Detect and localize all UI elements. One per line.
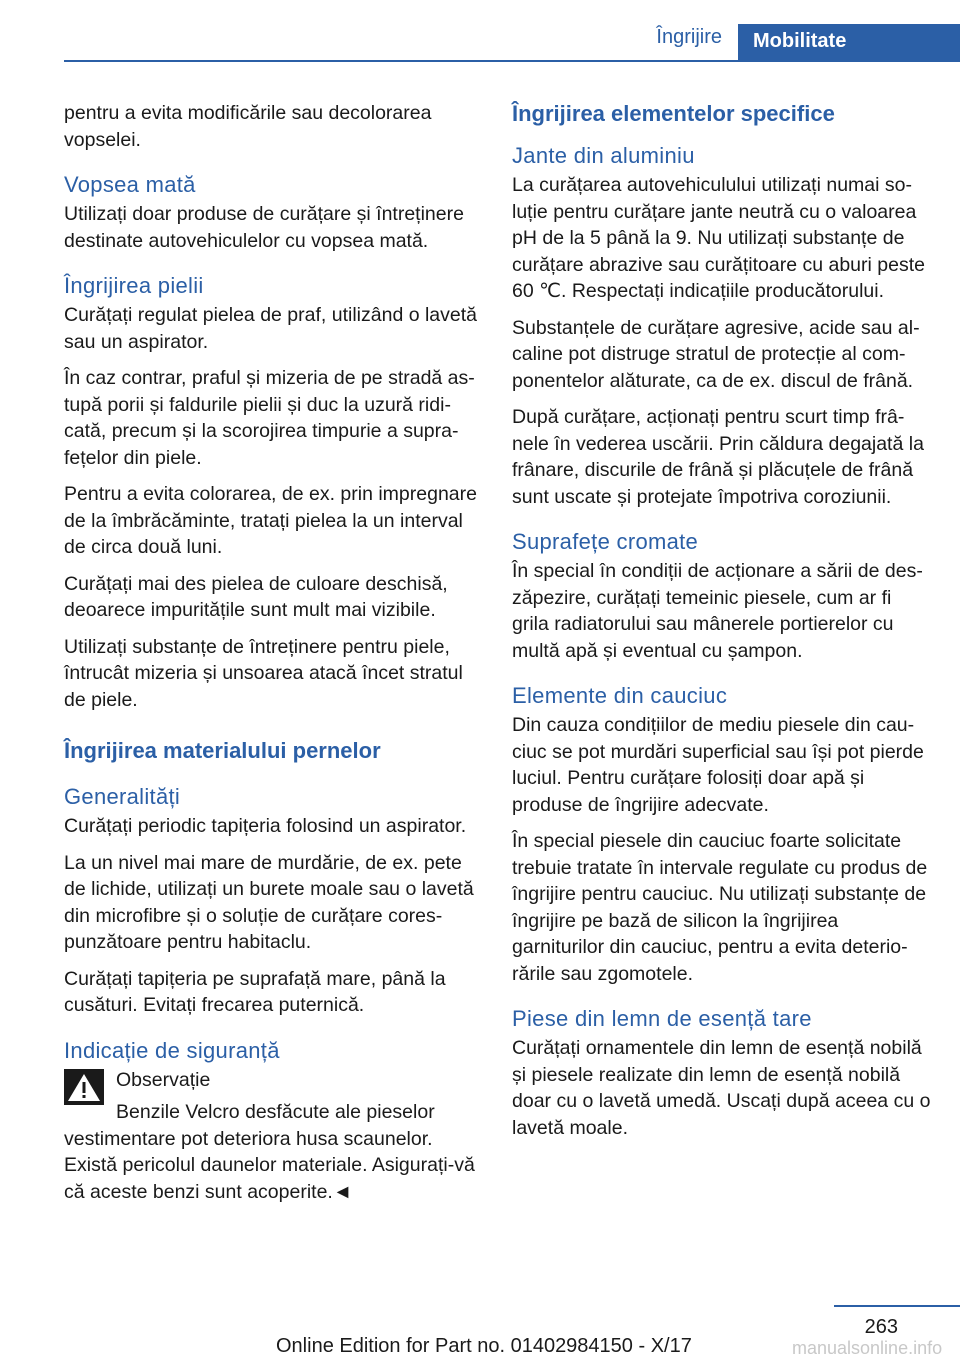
paragraph: Din cauza condițiilor de mediu piesele din cauciuc se pot murdări superficial sau își pot pierde luciul. Pentru curățare folosiți doar apă și produse de îngrijire adecvate.: [512, 714, 924, 816]
paragraph: Curățați mai des pielea de culoare deschisă, deoarece impuritățile sunt mult mai vizibile.: [64, 572, 448, 621]
heading-hardwood-parts: Piese din lemn de esență tare: [512, 1006, 812, 1031]
paragraph: În special în condiții de acționare a sării de deszăpezire, curățați temeinic piesele, cum ar fi grila radiatorului sau mânerele portierelor cu multă apă și eventual cu șampon.: [512, 560, 923, 662]
warning-icon: [64, 1069, 104, 1105]
edition-footer: Online Edition for Part no. 01402984150 - X/17: [276, 1335, 692, 1357]
paragraph: În caz contrar, praful și mizeria de pe stradă astupă porii și faldurile pielii și duc la uzură ridicată, precum și la scorojirea timpurie a suprafețelor din piele.: [64, 367, 475, 469]
heading-alloy-rims: Jante din aluminiu: [512, 143, 695, 168]
warning-text: Benzile Velcro desfăcute ale pieselor vestimentare pot deteriora husa scaunelor. Există pericolul daunelor materiale. Asigurați-vă că aceste benzi sunt acoperite.◄: [64, 1101, 475, 1203]
left-column: [64, 100, 484, 1205]
watermark: manualsonline.info: [792, 1338, 943, 1358]
paragraph: Substanțele de curățare agresive, acide sau alcaline pot distruge stratul de protecție al componentelor alăturate, ca de ex. discul de frână.: [512, 316, 920, 392]
footer-rule: [834, 1305, 960, 1307]
paragraph: pentru a evita modificările sau decolorarea vopselei.: [64, 102, 432, 151]
warning-block: [64, 1067, 484, 1206]
paragraph: În special piesele din cauciuc foarte solicitate trebuie tratate în intervale regulate cu produs de îngrijire pentru cauciuc. Nu utilizați substanțe de îngrijire pe bază de silicon la îngrijirea garniturilor din cauciuc, pentru a evita deteriorările sau zgomotele.: [512, 830, 928, 985]
paragraph: După curățare, acționați pentru scurt timp frânele în vederea uscării. Prin căldura degajată la frânare, discurile de frână și plăcuțele de frână sunt uscate și protejate împotriva coroziunii.: [512, 406, 924, 508]
section-tab: Îngrijire: [656, 26, 722, 48]
heading-general: Generalități: [64, 784, 181, 809]
heading-leather-care: Îngrijirea pielii: [64, 273, 204, 298]
heading-chrome-surfaces: Suprafețe cromate: [512, 529, 699, 554]
heading-matte-paint: Vopsea mată: [64, 172, 196, 197]
paragraph: La un nivel mai mare de murdărie, de ex. pete de lichide, utilizați un burete moale sau o lavetă din microfibre și o soluție de curățare corespunzătoare pentru habitaclu.: [64, 851, 474, 953]
heading-rubber-elements: Elemente din cauciuc: [512, 683, 728, 708]
paragraph: Pentru a evita colorarea, de ex. prin impregnare de la îmbrăcăminte, tratați pielea la un interval de circa două luni.: [64, 483, 477, 558]
paragraph: Utilizați doar produse de curățare și întreținere destinate autovehiculelor cu vopsea mată.: [64, 203, 464, 252]
right-column: [512, 100, 932, 1151]
warning-title: Observație: [116, 1068, 211, 1091]
paragraph: Utilizați substanțe de întreținere pentru piele, întrucât mizeria și unsoarea atacă încet stratul de piele.: [64, 635, 463, 711]
paragraph: Curățați regulat pielea de praf, utilizând o lavetă sau un aspirator.: [64, 304, 478, 353]
heading-cushion-care: Îngrijirea materialului pernelor: [64, 738, 381, 763]
paragraph: La curățarea autovehiculului utilizați numai soluție pentru curățare jante neutră cu o valoarea pH de la 5 până la 9. Nu utilizați substanțe de curățare abrazive sau curățitoare cu aburi peste 60 ℃. Respectați indicațiile producătorului.: [512, 174, 925, 302]
page-number: 263: [864, 1316, 898, 1338]
heading-safety-note: Indicație de siguranță: [64, 1037, 280, 1063]
chapter-tab: Mobilitate: [738, 24, 960, 62]
paragraph: Curățați ornamentele din lemn de esență nobilă și piesele realizate din lemn de esență nobilă doar cu o lavetă umedă. Uscați după aceea cu o lavetă moale.: [512, 1037, 931, 1139]
paragraph: Curățați periodic tapițeria folosind un aspirator.: [64, 815, 467, 837]
heading-specific-elements: Îngrijirea elementelor specifice: [512, 101, 835, 126]
paragraph: Curățați tapițeria pe suprafață mare, până la cusături. Evitați frecarea puternică.: [64, 967, 446, 1016]
